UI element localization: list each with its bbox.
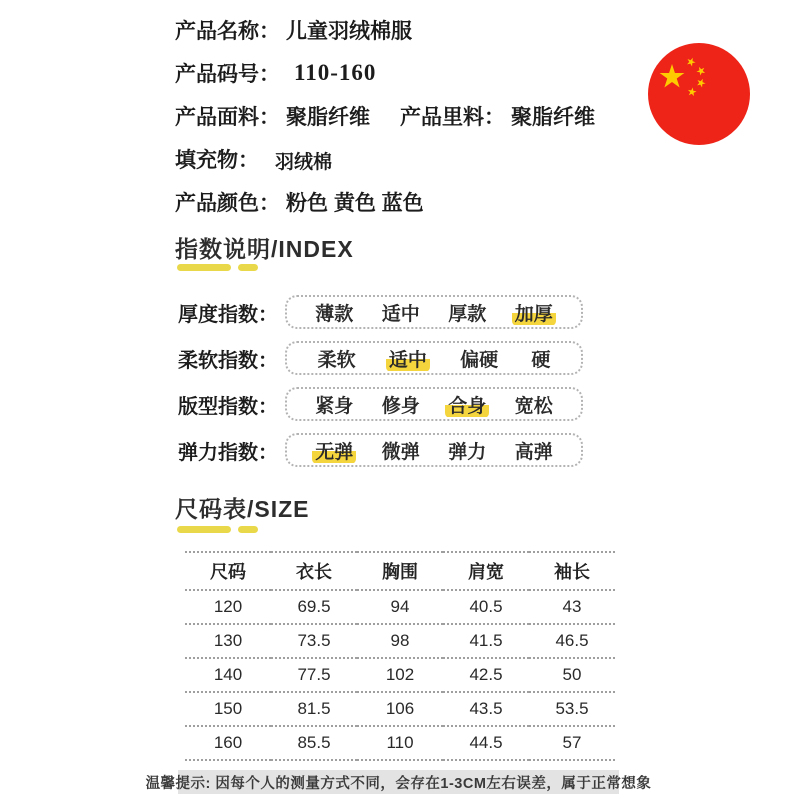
product-lining-value: 聚脂纤维: [511, 105, 595, 129]
index-option: 紧身: [315, 395, 354, 417]
size-heading-underline: [177, 526, 258, 533]
index-option: 柔软: [317, 349, 356, 371]
index-option-selected: 无弹: [312, 437, 356, 464]
table-row: [185, 658, 615, 692]
elasticity-index-label: 弹力指数：: [178, 441, 278, 464]
size-table: [185, 551, 615, 761]
index-option-selected: 合身: [445, 391, 489, 418]
cell-length: 81.5: [297, 699, 331, 718]
product-fabric-value: 聚脂纤维: [286, 105, 370, 129]
cell-sleeve: 53.5: [555, 699, 589, 718]
fit-index-label: 版型指数：: [178, 395, 278, 418]
table-row: [185, 624, 615, 658]
product-code-row: [175, 51, 645, 94]
index-option: 弹力: [448, 441, 487, 463]
cell-shoulder: 43.5: [469, 699, 503, 718]
underline-short-bar: [238, 526, 258, 533]
product-lining-label: 产品里料：: [400, 105, 505, 129]
underline-long-bar: [177, 264, 231, 271]
product-fabric-row: [175, 94, 645, 137]
index-option: 适中: [381, 303, 420, 325]
index-option-selected: 适中: [386, 345, 430, 372]
thickness-options-box: [285, 295, 583, 329]
cell-bust: 98: [390, 631, 410, 650]
softness-options-box: [285, 341, 583, 375]
cell-length: 73.5: [297, 631, 331, 650]
cell-length: 69.5: [297, 597, 331, 616]
measurement-tip-note: 温馨提示: 因每个人的测量方式不同，会存在1-3CM左右误差，属于正常想象: [178, 770, 619, 794]
index-option: 偏硬: [460, 349, 499, 371]
col-header-length: 衣长: [296, 562, 332, 582]
cell-sleeve: 50: [562, 665, 582, 684]
product-name-row: [175, 8, 645, 51]
index-section-heading: 指数说明/INDEX: [175, 236, 354, 262]
product-code-label: 产品码号：: [175, 62, 280, 86]
cell-sleeve: 43: [562, 597, 582, 616]
product-color-value: 粉色 黄色 蓝色: [286, 191, 424, 215]
cell-shoulder: 40.5: [469, 597, 503, 616]
col-header-sleeve: 袖长: [554, 562, 590, 582]
cell-sleeve: 57: [562, 733, 582, 752]
index-option: 宽松: [514, 395, 553, 417]
product-code-value: 110-160: [294, 59, 377, 85]
product-color-label: 产品颜色：: [175, 191, 280, 215]
index-row-thickness: [178, 289, 598, 335]
cell-bust: 94: [390, 597, 410, 616]
product-color-row: [175, 180, 645, 223]
cell-length: 85.5: [297, 733, 331, 752]
cell-size: 140: [213, 665, 243, 684]
index-row-fit: [178, 381, 598, 427]
index-heading-underline: [177, 264, 258, 271]
cell-size: 150: [213, 699, 243, 718]
table-row: [185, 726, 615, 760]
product-info-section: [175, 8, 645, 223]
cell-bust: 102: [385, 665, 415, 684]
cell-sleeve: 46.5: [555, 631, 589, 650]
product-fabric-label: 产品面料：: [175, 105, 280, 129]
index-row-elasticity: [178, 427, 598, 473]
index-rows: [178, 289, 598, 473]
col-header-size: 尺码: [210, 562, 246, 582]
index-option-selected: 加厚: [512, 299, 556, 326]
index-option: 厚款: [448, 303, 487, 325]
china-flag-icon: [648, 43, 750, 145]
product-filling-value: 羽绒棉: [275, 152, 333, 173]
cell-shoulder: 41.5: [469, 631, 503, 650]
cell-shoulder: 44.5: [469, 733, 503, 752]
index-option: 微弹: [381, 441, 420, 463]
col-header-shoulder: 肩宽: [468, 562, 504, 582]
index-option: 修身: [381, 395, 420, 417]
cell-length: 77.5: [297, 665, 331, 684]
underline-short-bar: [238, 264, 258, 271]
fit-options-box: [285, 387, 583, 421]
cell-shoulder: 42.5: [469, 665, 503, 684]
index-option: 高弹: [514, 441, 553, 463]
cell-size: 120: [213, 597, 243, 616]
index-option: 薄款: [315, 303, 354, 325]
size-table-header-row: [185, 552, 615, 590]
softness-index-label: 柔软指数：: [178, 349, 278, 372]
index-option: 硬: [531, 349, 551, 371]
index-row-softness: [178, 335, 598, 381]
thickness-index-label: 厚度指数：: [178, 303, 278, 326]
underline-long-bar: [177, 526, 231, 533]
size-section-heading: 尺码表/SIZE: [175, 496, 310, 522]
product-name-value: 儿童羽绒棉服: [286, 19, 412, 43]
cell-bust: 106: [385, 699, 415, 718]
product-filling-label: 填充物：: [175, 148, 259, 172]
elasticity-options-box: [285, 433, 583, 467]
product-filling-row: [175, 137, 645, 180]
product-name-label: 产品名称：: [175, 19, 280, 43]
table-row: [185, 692, 615, 726]
col-header-bust: 胸围: [382, 562, 418, 582]
cell-bust: 110: [386, 733, 414, 752]
cell-size: 130: [213, 631, 243, 650]
table-row: [185, 590, 615, 624]
cell-size: 160: [213, 733, 243, 752]
